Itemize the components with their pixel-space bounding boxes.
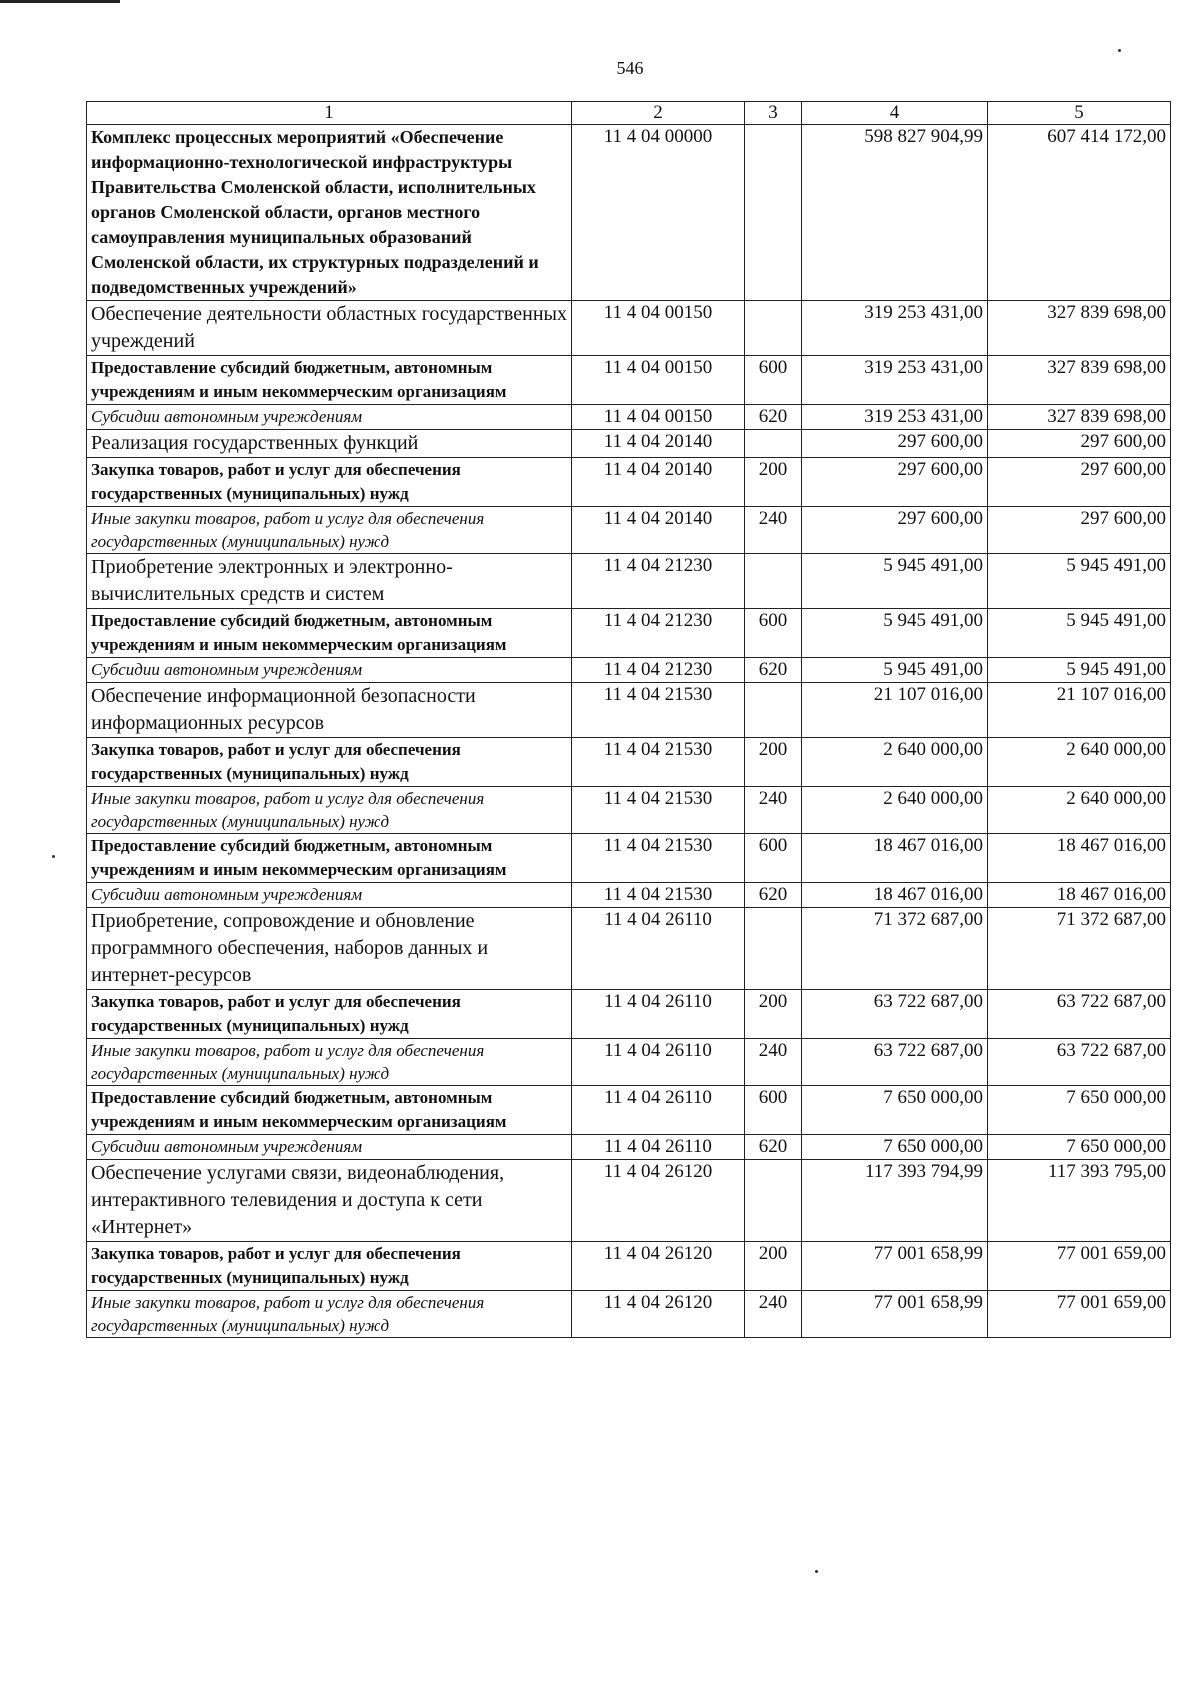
row-sum-year1: 117 393 794,99 [802,1160,988,1242]
row-code: 11 4 04 21230 [572,658,745,683]
row-sum-year2: 5 945 491,00 [988,554,1171,609]
row-code: 11 4 04 21530 [572,738,745,787]
row-code: 11 4 04 00150 [572,356,745,405]
row-name: Закупка товаров, работ и услуг для обеспечения государственных (муниципальных) нужд [87,990,572,1039]
row-sum-year1: 297 600,00 [802,458,988,507]
row-sum-year2: 21 107 016,00 [988,683,1171,738]
row-kvr: 620 [745,658,802,683]
row-code: 11 4 04 26110 [572,1135,745,1160]
row-name: Реализация государственных функций [87,430,572,458]
table-row [87,609,1171,658]
budget-table [86,101,1171,1338]
row-name: Предоставление субсидий бюджетным, автономным учреждениям и иным некоммерческим организациям [87,1086,572,1135]
row-kvr: 600 [745,834,802,883]
row-sum-year1: 21 107 016,00 [802,683,988,738]
table-row [87,507,1171,554]
row-sum-year1: 2 640 000,00 [802,787,988,834]
table-row [87,301,1171,356]
row-sum-year1: 5 945 491,00 [802,554,988,609]
row-kvr: 600 [745,1086,802,1135]
row-name: Субсидии автономным учреждениям [87,883,572,908]
row-sum-year2: 607 414 172,00 [988,125,1171,301]
row-name: Предоставление субсидий бюджетным, автономным учреждениям и иным некоммерческим организациям [87,834,572,883]
column-header-4: 4 [802,102,988,125]
row-code: 11 4 04 26120 [572,1242,745,1291]
row-sum-year1: 63 722 687,00 [802,1039,988,1086]
row-kvr: 600 [745,356,802,405]
table-row [87,787,1171,834]
row-sum-year2: 297 600,00 [988,430,1171,458]
table-row [87,1242,1171,1291]
row-code: 11 4 04 26110 [572,1039,745,1086]
table-row [87,908,1171,990]
row-sum-year2: 297 600,00 [988,507,1171,554]
row-sum-year1: 598 827 904,99 [802,125,988,301]
row-sum-year1: 7 650 000,00 [802,1135,988,1160]
row-name: Комплекс процессных мероприятий «Обеспечение информационно-технологической инфраструктуры Правительства Смоленской области, исполнительных органов Смоленской области, органов местного самоуправления муниципальных образований Смоленской области, их структурных подразделений и подведомственных учреждений» [87,125,572,301]
row-name: Субсидии автономным учреждениям [87,658,572,683]
row-kvr: 620 [745,883,802,908]
row-code: 11 4 04 21230 [572,554,745,609]
row-code: 11 4 04 00150 [572,301,745,356]
column-header-5: 5 [988,102,1171,125]
row-name: Предоставление субсидий бюджетным, автономным учреждениям и иным некоммерческим организациям [87,609,572,658]
row-sum-year1: 319 253 431,00 [802,405,988,430]
row-name: Закупка товаров, работ и услуг для обеспечения государственных (муниципальных) нужд [87,1242,572,1291]
row-kvr: 620 [745,1135,802,1160]
table-row [87,405,1171,430]
row-kvr [745,554,802,609]
row-code: 11 4 04 26120 [572,1291,745,1338]
row-sum-year2: 63 722 687,00 [988,1039,1171,1086]
row-kvr [745,430,802,458]
row-name: Обеспечение деятельности областных государственных учреждений [87,301,572,356]
row-sum-year2: 71 372 687,00 [988,908,1171,990]
row-code: 11 4 04 21530 [572,834,745,883]
table-row [87,683,1171,738]
row-sum-year2: 5 945 491,00 [988,658,1171,683]
row-code: 11 4 04 21530 [572,787,745,834]
table-row [87,1291,1171,1338]
row-sum-year2: 63 722 687,00 [988,990,1171,1039]
row-code: 11 4 04 21530 [572,683,745,738]
row-kvr: 200 [745,738,802,787]
page-number: 546 [616,58,644,78]
table-row [87,1086,1171,1135]
row-name: Субсидии автономным учреждениям [87,1135,572,1160]
row-code: 11 4 04 26120 [572,1160,745,1242]
row-sum-year1: 297 600,00 [802,430,988,458]
row-code: 11 4 04 00150 [572,405,745,430]
row-sum-year2: 327 839 698,00 [988,301,1171,356]
table-row [87,738,1171,787]
row-sum-year2: 7 650 000,00 [988,1086,1171,1135]
row-name: Субсидии автономным учреждениям [87,405,572,430]
row-code: 11 4 04 26110 [572,1086,745,1135]
table-row [87,1135,1171,1160]
row-name: Закупка товаров, работ и услуг для обеспечения государственных (муниципальных) нужд [87,738,572,787]
row-sum-year2: 18 467 016,00 [988,834,1171,883]
row-sum-year1: 2 640 000,00 [802,738,988,787]
row-code: 11 4 04 20140 [572,507,745,554]
row-code: 11 4 04 21530 [572,883,745,908]
row-sum-year2: 5 945 491,00 [988,609,1171,658]
table-row [87,125,1171,301]
table-row [87,554,1171,609]
table-header-row [87,102,1171,125]
row-kvr: 240 [745,1291,802,1338]
row-name: Закупка товаров, работ и услуг для обеспечения государственных (муниципальных) нужд [87,458,572,507]
row-sum-year1: 18 467 016,00 [802,834,988,883]
row-kvr [745,301,802,356]
row-kvr: 600 [745,609,802,658]
row-sum-year2: 2 640 000,00 [988,787,1171,834]
row-code: 11 4 04 26110 [572,908,745,990]
row-kvr [745,1160,802,1242]
table-row [87,834,1171,883]
row-name: Обеспечение услугами связи, видеонаблюдения, интерактивного телевидения и доступа к сети «Интернет» [87,1160,572,1242]
row-name: Приобретение, сопровождение и обновление программного обеспечения, наборов данных и интернет-ресурсов [87,908,572,990]
column-header-2: 2 [572,102,745,125]
row-kvr: 240 [745,1039,802,1086]
row-name: Обеспечение информационной безопасности информационных ресурсов [87,683,572,738]
row-name: Приобретение электронных и электронно-вычислительных средств и систем [87,554,572,609]
row-sum-year2: 2 640 000,00 [988,738,1171,787]
row-code: 11 4 04 20140 [572,430,745,458]
row-kvr: 200 [745,990,802,1039]
table-row [87,356,1171,405]
row-name: Иные закупки товаров, работ и услуг для обеспечения государственных (муниципальных) нужд [87,1039,572,1086]
row-code: 11 4 04 00000 [572,125,745,301]
table-row [87,990,1171,1039]
row-kvr: 200 [745,458,802,507]
scan-edge-line [0,0,120,3]
row-sum-year2: 77 001 659,00 [988,1242,1171,1291]
table-row [87,458,1171,507]
table-row [87,658,1171,683]
scan-speck [52,855,55,858]
table-row [87,883,1171,908]
row-kvr: 240 [745,507,802,554]
row-sum-year1: 319 253 431,00 [802,301,988,356]
row-sum-year1: 297 600,00 [802,507,988,554]
row-name: Иные закупки товаров, работ и услуг для обеспечения государственных (муниципальных) нужд [87,1291,572,1338]
column-header-3: 3 [745,102,802,125]
row-name: Иные закупки товаров, работ и услуг для обеспечения государственных (муниципальных) нужд [87,507,572,554]
row-kvr [745,908,802,990]
table-row [87,1160,1171,1242]
row-code: 11 4 04 20140 [572,458,745,507]
row-code: 11 4 04 26110 [572,990,745,1039]
row-sum-year2: 18 467 016,00 [988,883,1171,908]
row-sum-year1: 18 467 016,00 [802,883,988,908]
table-row [87,430,1171,458]
row-sum-year2: 327 839 698,00 [988,405,1171,430]
row-code: 11 4 04 21230 [572,609,745,658]
row-sum-year2: 327 839 698,00 [988,356,1171,405]
row-sum-year1: 77 001 658,99 [802,1291,988,1338]
row-sum-year1: 5 945 491,00 [802,609,988,658]
row-sum-year1: 5 945 491,00 [802,658,988,683]
column-header-1: 1 [87,102,572,125]
table-row [87,1039,1171,1086]
row-kvr [745,683,802,738]
row-name: Предоставление субсидий бюджетным, автономным учреждениям и иным некоммерческим организациям [87,356,572,405]
scan-speck [1118,49,1121,52]
row-sum-year2: 77 001 659,00 [988,1291,1171,1338]
row-sum-year1: 77 001 658,99 [802,1242,988,1291]
row-sum-year1: 319 253 431,00 [802,356,988,405]
scan-speck [815,1570,818,1573]
row-sum-year2: 297 600,00 [988,458,1171,507]
row-name: Иные закупки товаров, работ и услуг для обеспечения государственных (муниципальных) нужд [87,787,572,834]
row-sum-year1: 71 372 687,00 [802,908,988,990]
row-sum-year1: 7 650 000,00 [802,1086,988,1135]
row-sum-year2: 7 650 000,00 [988,1135,1171,1160]
row-sum-year1: 63 722 687,00 [802,990,988,1039]
row-sum-year2: 117 393 795,00 [988,1160,1171,1242]
row-kvr [745,125,802,301]
row-kvr: 240 [745,787,802,834]
row-kvr: 620 [745,405,802,430]
row-kvr: 200 [745,1242,802,1291]
